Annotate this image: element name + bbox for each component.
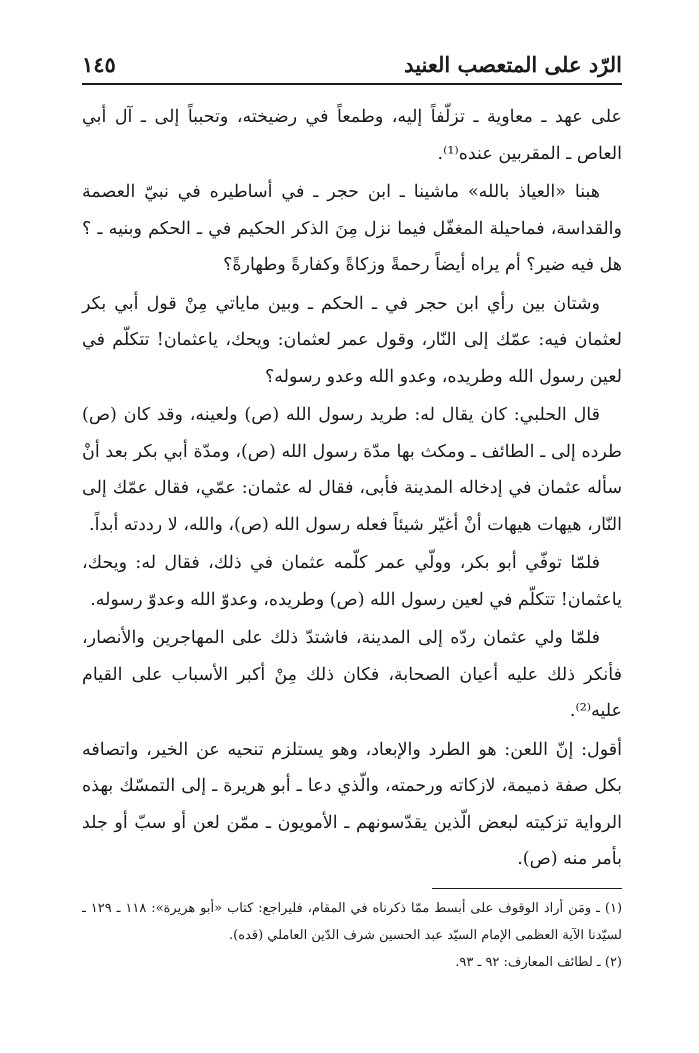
paragraph-4: قال الحلبي: كان يقال له: طريد رسول الله (ص) ولعينه، وقد كان (ص) طرده إلى ـ الطائف ـ ومكث بها مدّة رسول الله (ص)، ومدّة أبي بكر بعد أنْ سأله عثمان في إدخاله المدينة فأبى، فقال له عثمان: عمّي، فقال عمّك إلى النّار، هيهات هيهات أنْ أغيّر شيئاً فعله رسول الله (ص)، والله، لا رددته أبداً. (82, 405, 622, 535)
footnote-1: (١) ـ ومَن أراد الوقوف على أبسط ممّا ذكرناه في المقام، فليراجع: كتاب «أبو هريرة»: ١١٨ ـ ١٢٩ ـ لسيّدنا الآية العظمى الإمام السيّد عبد الحسين شرف الدّين العاملي (قده). (82, 900, 623, 943)
paragraph-5: فلمّا توفّي أبو بكر، وولّي عمر كلّمه عثمان في ذلك، فقال له: ويحك، ياعثمان! تتكلّم في لعين رسول الله (ص) وطريده، وعدوّ الله وعدوّ رسوله. (82, 553, 622, 610)
paragraph-6: فلمّا ولي عثمان ردّه إلى المدينة، فاشتدّ ذلك على المهاجرين والأنصار، فأنكر ذلك عليه أعيان الصحابة، فكان ذلك مِنْ أكبر الأسباب على القيام عليه⁽²⁾. (82, 628, 622, 721)
paragraph-7: أقول: إنّ اللعن: هو الطرد والإبعاد، وهو يستلزم تنحيه عن الخير، واتصافه بكل صفة ذميمة، لازكاته ورحمته، والّذي دعا ـ أبو هريرة ـ إلى التمسّك بهذه الرواية تزكيته لبعض الّذين يقدّسونهم ـ الأمويون ـ ممّن لعن أو سبّ أو جلد بأمر منه (ص). (82, 739, 622, 869)
book-page (82, 52, 622, 976)
running-header (82, 52, 622, 81)
paragraph-2: هبنا «العياذ بالله» ماشينا ـ ابن حجر ـ في أساطيره في نبيّ العصمة والقداسة، فماحيلة المغفّل فيما نزل مِنَ الذكر الحكيم في ـ الحكم وبنيه ـ ؟ هل فيه ضير؟ أم يراه أيضاً رحمةً وزكاةً وكفارةً وطهارةً؟ (82, 182, 622, 275)
running-title: الرّد على المتعصب العنيد (404, 52, 622, 77)
body-text (82, 99, 622, 878)
paragraph-3: وشتان بين رأي ابن حجر في ـ الحكم ـ وبين ماياتي مِنْ قول أبي بكر لعثمان فيه: عمّك إلى النّار، وقول عمر لعثمان: ويحك، ياعثمان! تتكلّم في لعين رسول الله وطريده، وعدو الله وعدو رسوله؟ (82, 293, 622, 387)
paragraph-1: على عهد ـ معاوية ـ تزلّفاً إليه، وطمعاً في رضيخته، وتحبباً إلى ـ آل أبي العاص ـ المقربين عنده⁽¹⁾. (82, 107, 622, 164)
footnote-rule (432, 888, 622, 889)
page-number: ١٤٥ (82, 52, 116, 77)
footnote-2: (٢) ـ لطائف المعارف: ٩٢ ـ ٩٣. (455, 954, 622, 970)
header-rule (82, 83, 622, 85)
footnotes (82, 895, 622, 976)
